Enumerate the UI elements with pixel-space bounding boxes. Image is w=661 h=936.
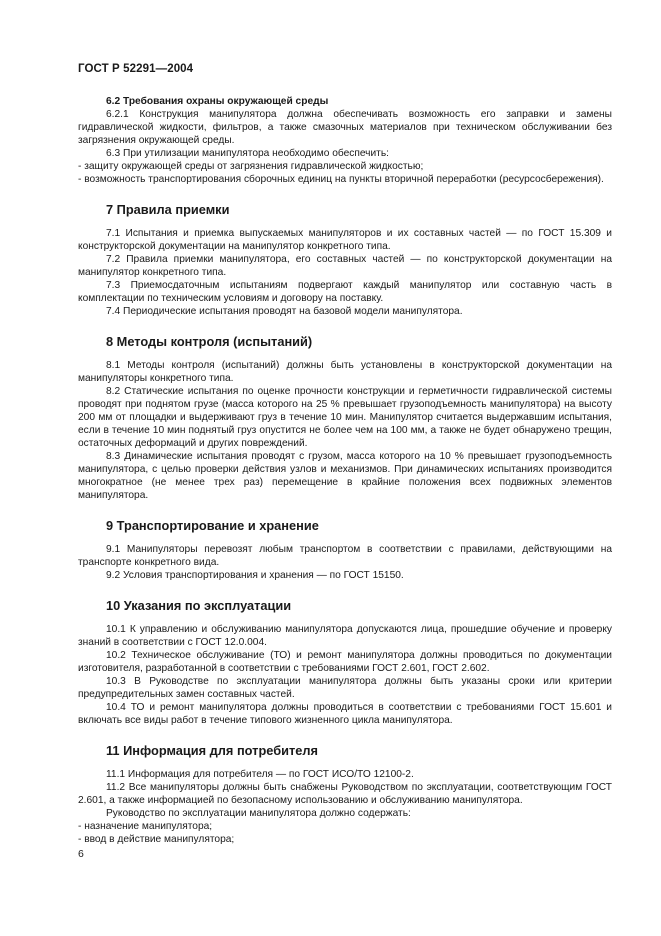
paragraph-10-2: 10.2 Техническое обслуживание (ТО) и ремонт манипулятора должны проводиться по документации изготовителя, разработанной в соответствии с требованиями ГОСТ 2.601, ГОСТ 2.602.: [78, 650, 612, 674]
paragraph-8-2: 8.2 Статические испытания по оценке прочности конструкции и герметичности гидравлической системы проводят при поднятом грузе (масса которого на 25 % превышает грузоподъемность манипулятора) на высоту 200 мм от площадки и выдерживают груз в течение 10 мин. Манипулятор считается выдержавшим испытания, если в течение 10 мин поднятый груз опустится не более чем на 100 мм, а также не будет обнаружено трещин, остаточных деформаций и других повреждений.: [78, 386, 612, 449]
list-item: - ввод в действие манипулятора;: [78, 834, 235, 845]
paragraph-11-2: 11.2 Все манипуляторы должны быть снабжены Руководством по эксплуатации, соответствующим ГОСТ 2.601, а также информацией по безопасному использованию и обслуживанию манипулятора.: [78, 782, 612, 806]
paragraph-11-1: 11.1 Информация для потребителя — по ГОСТ ИСО/ТО 12100-2.: [106, 769, 414, 780]
paragraph-9-1: 9.1 Манипуляторы перевозят любым транспортом в соответствии с правилами, действующими на транспорте конкретного вида.: [78, 544, 612, 568]
section-heading-10: 10 Указания по эксплуатации: [106, 598, 292, 613]
section-heading-7: 7 Правила приемки: [106, 202, 230, 217]
paragraph-9-2: 9.2 Условия транспортирования и хранения — по ГОСТ 15150.: [106, 570, 404, 581]
paragraph-10-1: 10.1 К управлению и обслуживанию манипулятора допускаются лица, прошедшие обучение и проверку знаний в соответствии с ГОСТ 12.0.004.: [78, 624, 612, 648]
paragraph-7-1: 7.1 Испытания и приемка выпускаемых манипуляторов и их составных частей — по ГОСТ 15.309 и конструкторской документации на манипулятор конкретного типа.: [78, 228, 612, 252]
paragraph-7-2: 7.2 Правила приемки манипулятора, его составных частей — по конструкторской документации на манипулятор конкретного типа.: [78, 254, 612, 278]
paragraph-11-manual-contents: Руководство по эксплуатации манипулятора должно содержать:: [106, 808, 411, 819]
paragraph-8-3: 8.3 Динамические испытания проводят с грузом, масса которого на 10 % превышает грузоподъемность манипулятора, с целью проверки действия узлов и механизмов. При динамических испытаниях производится многократное (не менее трех раз) перемещение в крайние положения всех подвижных элементов манипулятора.: [78, 451, 612, 501]
paragraph-10-4: 10.4 ТО и ремонт манипулятора должны проводиться в соответствии с требованиями ГОСТ 15.601 и включать все виды работ в течение типового жизненного цикла манипулятора.: [78, 702, 612, 726]
paragraph-10-3: 10.3 В Руководстве по эксплуатации манипулятора должны быть указаны сроки или критерии предупредительных замен составных частей.: [78, 676, 612, 700]
section-heading-8: 8 Методы контроля (испытаний): [106, 334, 313, 349]
paragraph-7-4: 7.4 Периодические испытания проводят на базовой модели манипулятора.: [106, 306, 463, 317]
section-heading-11: 11 Информация для потребителя: [106, 743, 318, 758]
list-item: - защиту окружающей среды от загрязнения гидравлической жидкостью;: [78, 161, 424, 172]
subsection-title-6-2: 6.2 Требования охраны окружающей среды: [106, 96, 329, 107]
page-number: 6: [78, 848, 84, 860]
list-item: - возможность транспортирования сборочных единиц на пункты вторичной переработки (ресурсосбережения).: [78, 174, 604, 185]
list-item: - назначение манипулятора;: [78, 821, 213, 832]
paragraph-8-1: 8.1 Методы контроля (испытаний) должны быть установлены в конструкторской документации на манипуляторы конкретного типа.: [78, 360, 612, 384]
paragraph-7-3: 7.3 Приемосдаточным испытаниям подвергают каждый манипулятор или составную часть в комплектации по техническим условиям и договору на поставку.: [78, 280, 612, 304]
paragraph-6-2-1: 6.2.1 Конструкция манипулятора должна обеспечивать возможность его заправки и замены гидравлической жидкости, фильтров, а также смазочных материалов при техническом обслуживании без загрязнения окружающей среды.: [78, 109, 612, 146]
standard-code-header: ГОСТ Р 52291—2004: [78, 63, 194, 75]
document-body: [78, 95, 612, 846]
paragraph-6-3: 6.3 При утилизации манипулятора необходимо обеспечить:: [106, 148, 389, 159]
section-heading-9: 9 Транспортирование и хранение: [106, 518, 319, 533]
